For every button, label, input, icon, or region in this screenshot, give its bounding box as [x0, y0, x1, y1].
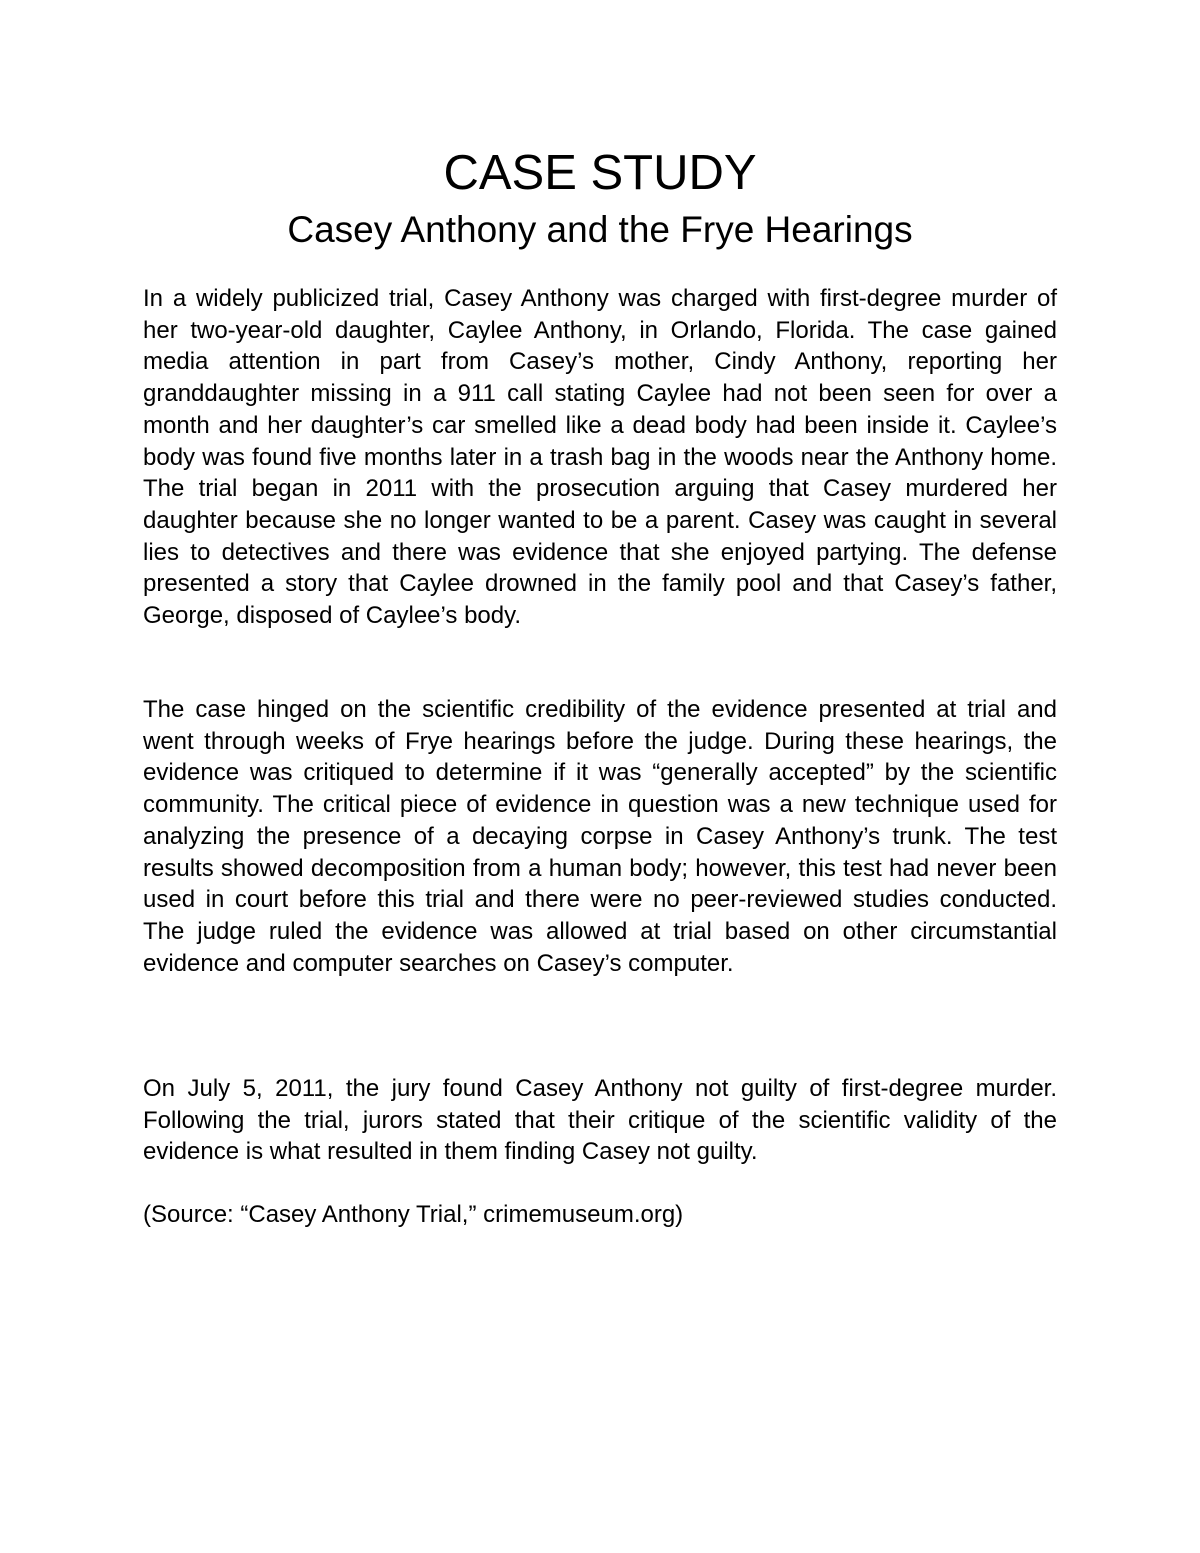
paragraph-intro: In a widely publicized trial, Casey Anthony was charged with first-degree murder of her two-year-old daughter, Caylee Anthony, in Orlando, Florida. The case gained media attention in part from Casey’s mother, Cindy Anthony, reporting her granddaughter missing in a 911 call stating Caylee had not been seen for over a month and her daughter’s car smelled like a dead body had been inside it. Caylee’s body was found five months later in a trash bag in the woods near the Anthony home. The trial began in 2011 with the prosecution arguing that Casey murdered her daughter because she no longer wanted to be a parent. Casey was caught in several lies to detectives and there was evidence that she enjoyed partying. The defense presented a story that Caylee drowned in the family pool and that Casey’s father, George, disposed of Caylee’s body. — [143, 285, 1057, 630]
paragraph-frye-hearings: The case hinged on the scientific credibility of the evidence presented at trial and went through weeks of Frye hearings before the judge. During these hearings, the evidence was critiqued to determine if it was “generally accepted” by the scientific community. The critical piece of evidence in question was a new technique used for analyzing the presence of a decaying corpse in Casey Anthony’s trunk. The test results showed decomposition from a human body; however, this test had never been used in court before this trial and there were no peer-reviewed studies conducted. The judge ruled the evidence was allowed at trial based on other circumstantial evidence and computer searches on Casey’s computer. — [143, 696, 1057, 977]
page-title: CASE STUDY — [443, 146, 757, 200]
page-subtitle: Casey Anthony and the Frye Hearings — [287, 209, 913, 250]
paragraph-verdict: On July 5, 2011, the jury found Casey Anthony not guilty of first-degree murder. Following the trial, jurors stated that their critique of the scientific validity of the evidence is what resulted in them finding Casey not guilty. — [143, 1075, 1057, 1166]
source-citation: (Source: “Casey Anthony Trial,” crimemuseum.org) — [143, 1201, 684, 1228]
